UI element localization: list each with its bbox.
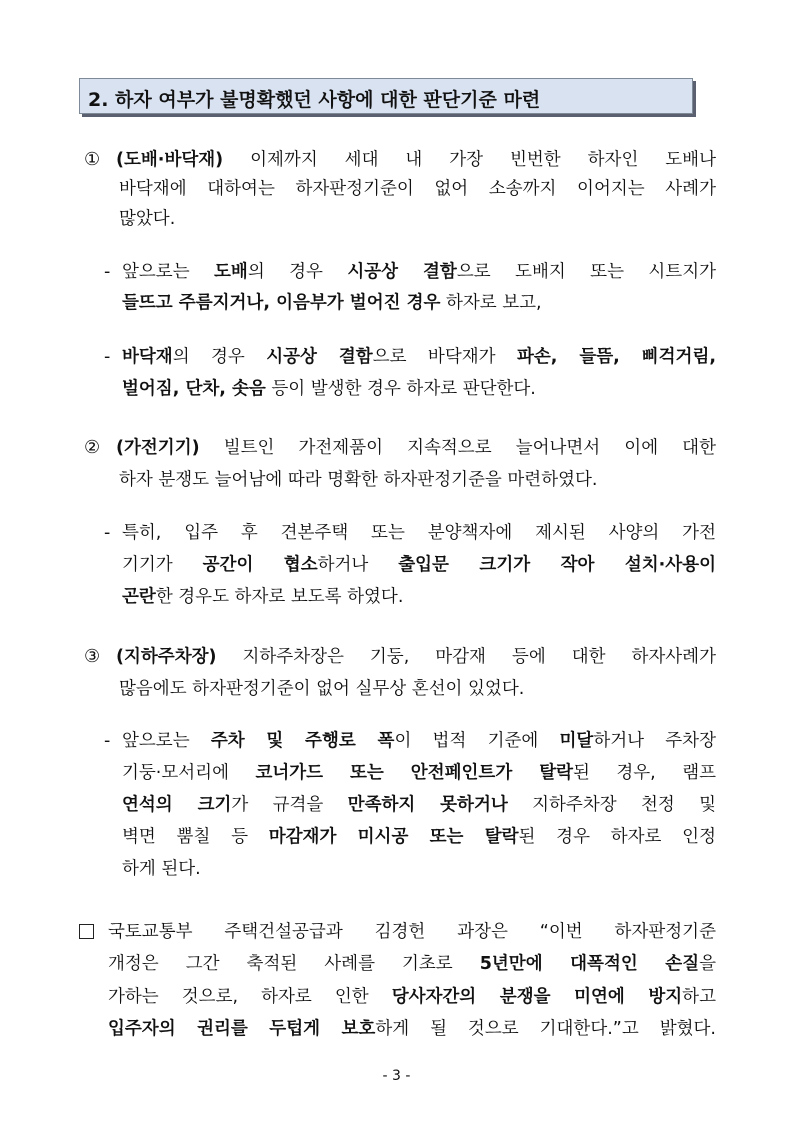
item-1-marker: ① [84,149,101,170]
page-number: - 3 - [382,1068,411,1084]
item-2-line-1: (가전기기) 빌트인 가전제품이 지속적으로 늘어나면서 이에 대한 [116,438,716,458]
item-3-sub-1-line-2: 기둥·모서리에 코너가드 또는 안전페인트가 탈락된 경우, 램프 [122,763,716,783]
item-1-sub-1-dash: - [104,262,111,282]
item-1-sub-2-line-2: 벌어짐, 단차, 솟음 등이 발생한 경우 하자로 판단한다. [122,379,536,399]
item-3-line-1: (지하주차장) 지하주차장은 기둥, 마감재 등에 대한 하자사례가 [116,647,716,667]
item-3-sub-1-line-3: 연석의 크기가 규격을 만족하지 못하거나 지하주차장 천정 및 [122,795,716,815]
section-header-box [79,78,693,114]
item-1-sub-2-line-1: 바닥재의 경우 시공상 결함으로 바닥재가 파손, 들뜸, 삐걱거림, [122,347,717,367]
item-2-sub-1-dash: - [104,523,111,543]
bullet-box-icon [79,924,94,939]
item-3-sub-1-dash: - [104,731,111,751]
closing-line-4: 입주자의 권리를 두텁게 보호하게 될 것으로 기대한다.”고 밝혔다. [108,1019,716,1039]
item-3-line-2: 많음에도 하자판정기준이 없어 실무상 혼선이 있었다. [119,679,525,699]
section-title: 2. 하자 여부가 불명확했던 사항에 대한 판단기준 마련 [88,89,541,111]
item-3-sub-1-line-1: 앞으로는 주차 및 주행로 폭이 법적 기준에 미달하거나 주차장 [122,731,716,751]
item-3-marker: ③ [84,646,101,667]
item-2-line-2: 하자 분쟁도 늘어남에 따라 명확한 하자판정기준을 마련하였다. [119,470,598,490]
item-1-line-3: 많았다. [119,209,176,229]
item-1-sub-1-line-1: 앞으로는 도배의 경우 시공상 결함으로 도배지 또는 시트지가 [122,262,717,282]
item-2-sub-1-line-2: 기기가 공간이 협소하거나 출입문 크기가 작아 설치·사용이 [122,555,716,575]
item-1-sub-1-line-2: 들뜨고 주름지거나, 이음부가 벌어진 경우 하자로 보고, [122,293,542,313]
item-1-line-2: 바닥재에 대하여는 하자판정기준이 없어 소송까지 이어지는 사례가 [119,179,716,199]
closing-line-2: 개정은 그간 축적된 사례를 기초로 5년만에 대폭적인 손질을 [108,954,716,974]
item-2-sub-1-line-3: 곤란한 경우도 하자로 보도록 하였다. [122,587,404,607]
item-2-sub-1-line-1: 특히, 입주 후 견본주택 또는 분양책자에 제시된 사양의 가전 [122,523,716,543]
item-1-sub-2-dash: - [104,347,111,367]
closing-line-1: 국토교통부 주택건설공급과 김경헌 과장은 “이번 하자판정기준 [108,922,716,942]
closing-line-3: 가하는 것으로, 하자로 인한 당사자간의 분쟁을 미연에 방지하고 [108,987,716,1007]
item-3-sub-1-line-4: 벽면 뿜칠 등 마감재가 미시공 또는 탈락된 경우 하자로 인정 [122,827,716,847]
item-1-line-1: (도배·바닥재) 이제까지 세대 내 가장 빈번한 하자인 도배나 [116,150,716,170]
item-3-sub-1-line-5: 하게 된다. [122,859,201,879]
item-2-marker: ② [84,437,101,458]
